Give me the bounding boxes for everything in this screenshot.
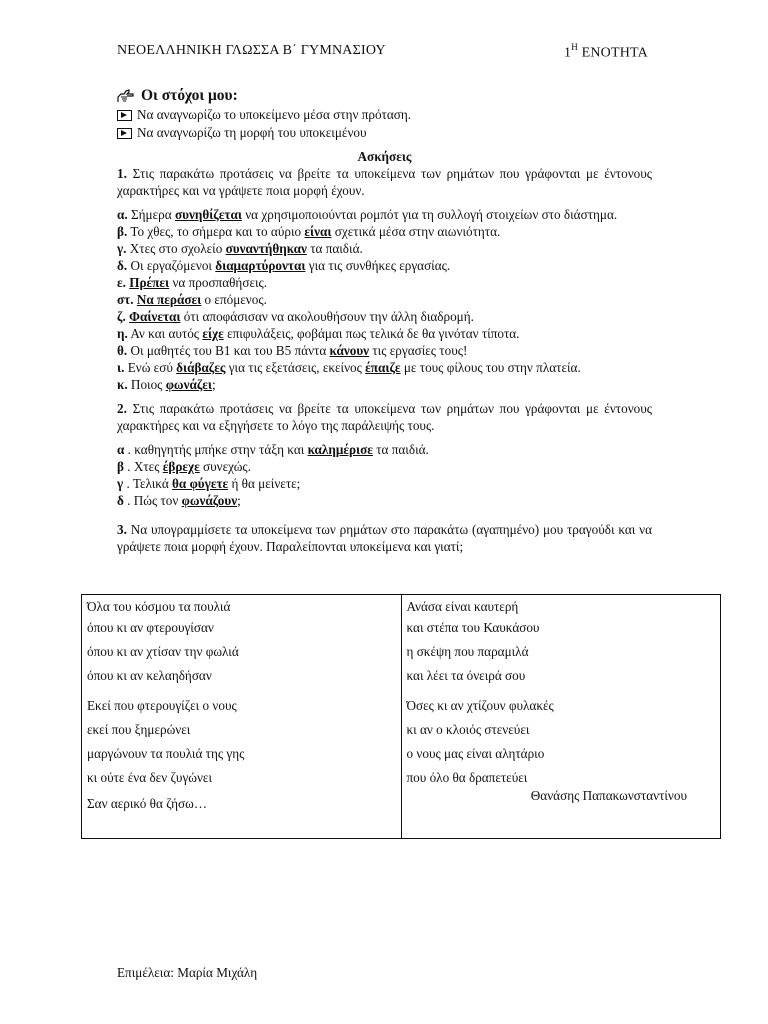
- page-header: [117, 43, 648, 59]
- exercise-item: δ . Πώς τον φωνάζουν;: [117, 493, 241, 508]
- poem-line: όπου κι αν κελαηδήσαν: [87, 668, 212, 683]
- poem-line: που όλο θα δραπετεύει: [406, 770, 528, 785]
- exercise-item: α . καθηγητής μπήκε στην τάξη και καλημέρισε τα παιδιά.: [117, 442, 429, 457]
- ex1-item-iota: ι. Ενώ εσύ διάβαζες για τις εξετάσεις, εκείνος έπαιζε με τους φίλους του στην πλατεία.: [117, 360, 581, 375]
- exercise-item: β . Χτες έβρεχε συνεχώς.: [117, 459, 251, 474]
- exercise-item: α. Σήμερα συνηθίζεται να χρησιμοποιούνται ρομπότ για τη συλλογή στοιχείων στο διάστημα.: [117, 207, 618, 222]
- poem-left-column: [82, 595, 402, 839]
- exercise-item: β. Το χθες, το σήμερα και το αύριο είναι σχετικά μέσα στην αιωνιότητα.: [117, 224, 501, 239]
- poem-line: Ανάσα είναι καυτερή: [406, 599, 519, 614]
- ex3-intro: 3. Να υπογραμμίσετε τα υποκείμενα των ρημάτων στο παρακάτω (αγαπημένο) μου τραγούδι και να γράψετε ποια μορφή έχουν. Παραλείπονται υποκείμενα και γιατί;: [117, 522, 652, 554]
- exercise-item: θ. Οι μαθητές του Β1 και του Β5 πάντα κάνουν τις εργασίες τους!: [117, 343, 468, 358]
- pointing-hand-icon: [117, 89, 135, 103]
- ex1-intro: 1. Στις παρακάτω προτάσεις να βρείτε τα υποκείμενα των ρημάτων που γράφονται με έντονους χαρακτήρες και να γράψετε ποια μορφή έχουν.: [117, 166, 652, 198]
- ex2-list: [117, 441, 652, 509]
- poem-line: μαργώνουν τα πουλιά της γης: [87, 746, 245, 761]
- header-unit: $1^H$ ΕΝΟΤΗΤΑ: [564, 42, 648, 61]
- goals-section: [117, 87, 411, 141]
- exercise-item: γ. Χτες στο σχολείο συναντήθηκαν τα παιδιά.: [117, 241, 363, 256]
- poem-line: κι ούτε ένα δεν ζυγώνει: [87, 770, 213, 785]
- poem-line: ο νους μας είναι αλητάριο: [406, 746, 545, 761]
- poem-line: όπου κι αν φτερουγίσαν: [87, 620, 214, 635]
- poem-author: Θανάσης Παπακωνσταντίνου: [530, 788, 687, 803]
- exercise-item: ε. Πρέπει να προσπαθήσεις.: [117, 275, 268, 290]
- exercises-title: Ασκήσεις: [357, 149, 412, 164]
- poem-line: κι αν ο κλοιός στενεύει: [406, 722, 530, 737]
- poem-line: εκεί που ξημερώνει: [87, 722, 191, 737]
- exercise-item: ζ. Φαίνεται ότι αποφάσισαν να ακολουθήσουν την άλλη διαδρομή.: [117, 309, 474, 324]
- poem-line: Όσες κι αν χτίζουν φυλακές: [406, 698, 554, 713]
- poem-line: Σαν αερικό θα ζήσω…: [87, 796, 208, 811]
- ex1-item-kappa: κ. Ποιος φωνάζει;: [117, 377, 216, 392]
- poem-line: όπου κι αν χτίσαν την φωλιά: [87, 644, 239, 659]
- poem-line: και στέπα του Καυκάσου: [406, 620, 540, 635]
- exercises: [117, 148, 652, 555]
- exercise-item: γ . Τελικά θα φύγετε ή θα μείνετε;: [117, 476, 301, 491]
- footer-credit: Επιμέλεια: Μαρία Μιχάλη: [117, 965, 258, 980]
- goal-item: Να αναγνωρίζω τη μορφή του υποκειμένου: [117, 125, 411, 141]
- goal-item: Να αναγνωρίζω το υποκείμενο μέσα στην πρόταση.: [117, 107, 411, 123]
- poem-line: και λέει τα όνειρά σου: [406, 668, 526, 683]
- poem-line: η σκέψη που παραμιλά: [406, 644, 529, 659]
- poem-line: Όλα του κόσμου τα πουλιά: [87, 599, 231, 614]
- arrow-box-icon: [117, 128, 132, 139]
- exercise-item: η. Αν και αυτός είχε επιφυλάξεις, φοβάμαι πως τελικά δε θα γινόταν τίποτα.: [117, 326, 520, 341]
- arrow-box-icon: [117, 110, 132, 121]
- goals-title: Οι στόχοι μου:: [117, 87, 411, 105]
- exercise-item: δ. Οι εργαζόμενοι διαμαρτύρονται για τις συνθήκες εργασίας.: [117, 258, 451, 273]
- poem-line: Εκεί που φτερουγίζει ο νους: [87, 698, 237, 713]
- exercise-item: στ. Να περάσει ο επόμενος.: [117, 292, 267, 307]
- ex1-list: [117, 206, 652, 359]
- header-title: ΝΕΟΕΛΛΗΝΙΚΗ ΓΛΩΣΣΑ Β΄ ΓΥΜΝΑΣΙΟΥ: [117, 43, 386, 58]
- poem-table: [81, 594, 721, 839]
- poem-right-column: [401, 595, 721, 839]
- ex2-intro: 2. Στις παρακάτω προτάσεις να βρείτε τα υποκείμενα των ρημάτων που γράφονται με έντονους χαρακτήρες και να εξηγήσετε το λόγο της παράλειψής τους.: [117, 401, 652, 433]
